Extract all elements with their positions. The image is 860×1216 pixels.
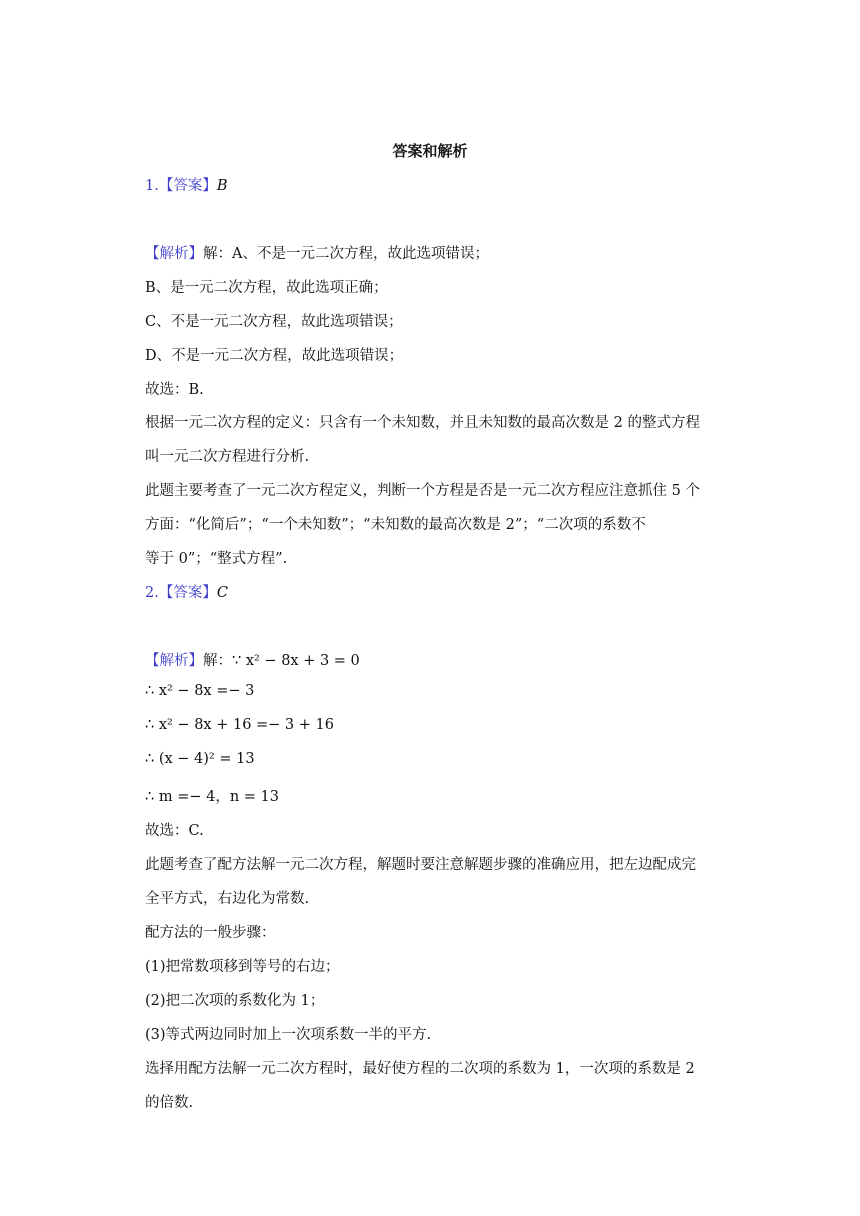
q1-answer-tag: 【答案】 xyxy=(158,178,217,194)
q2-analysis-tag: 【解析】 xyxy=(145,653,203,669)
q2-answer-value: C xyxy=(216,585,228,601)
q2-equation-5: ∴ m =− 4，n = 13 xyxy=(145,789,279,805)
q1-explain-1: 根据一元二次方程的定义：只含有一个未知数，并且未知数的最高次数是 2 的整式方程 xyxy=(145,415,700,431)
q2-explain-3: 选择用配方法解一元二次方程时，最好使方程的二次项的系数为 1，一次项的系数是 2 xyxy=(145,1061,695,1077)
q2-equation-1: ∵ x² − 8x + 3 = 0 xyxy=(232,653,360,669)
q1-explain-5: 等于 0”；“整式方程”. xyxy=(145,551,288,567)
q2-explain-1: 此题考查了配方法解一元二次方程，解题时要注意解题步骤的准确应用，把左边配成完 xyxy=(145,857,696,873)
page-title: 答案和解析 xyxy=(392,142,468,160)
q2-step-3: (3)等式两边同时加上一次项系数一半的平方. xyxy=(145,1027,432,1043)
q2-analysis-line-1: 【解析】解：∵ x² − 8x + 3 = 0 xyxy=(145,653,360,669)
q2-equation-2: ∴ x² − 8x =− 3 xyxy=(145,683,255,699)
q2-step-2: (2)把二次项的系数化为 1； xyxy=(145,993,325,1009)
q1-number: 1. xyxy=(145,178,159,194)
q2-choice: 故选：C. xyxy=(145,823,204,839)
q2-explain-2: 全平方式，右边化为常数. xyxy=(145,891,310,907)
q1-analysis-line-2: B、是一元二次方程，故此选项正确； xyxy=(145,280,388,296)
q2-equation-3: ∴ x² − 8x + 16 =− 3 + 16 xyxy=(145,717,334,733)
q2-answer xyxy=(145,581,725,602)
q2-answer-tag: 【答案】 xyxy=(158,585,217,601)
q2-number: 2. xyxy=(145,585,159,601)
q2-steps-heading: 配方法的一般步骤： xyxy=(145,925,276,941)
q1-explain-3: 此题主要考查了一元二次方程定义，判断一个方程是否是一元二次方程应注意抓住 5 个 xyxy=(145,483,700,499)
q1-analysis-tag: 【解析】 xyxy=(145,246,203,262)
q2-step-1: (1)把常数项移到等号的右边； xyxy=(145,959,340,975)
q1-analysis-line-4: D、不是一元二次方程，故此选项错误； xyxy=(145,348,404,364)
q2-explain-4: 的倍数. xyxy=(145,1095,194,1111)
q1-analysis-line-1: 【解析】解：A、不是一元二次方程，故此选项错误； xyxy=(145,246,489,262)
q1-analysis-line-3: C、不是一元二次方程，故此选项错误； xyxy=(145,314,403,330)
q1-choice: 故选：B. xyxy=(145,382,204,398)
q2-equation-4: ∴ (x − 4)² = 13 xyxy=(145,751,255,767)
q1-answer-value: B xyxy=(216,178,228,194)
q1-answer xyxy=(145,174,725,195)
q1-explain-4: 方面：“化简后”；“一个未知数”；“未知数的最高次数是 2”；“二次项的系数不 xyxy=(145,517,646,533)
q1-explain-2: 叫一元二次方程进行分析. xyxy=(145,449,310,465)
